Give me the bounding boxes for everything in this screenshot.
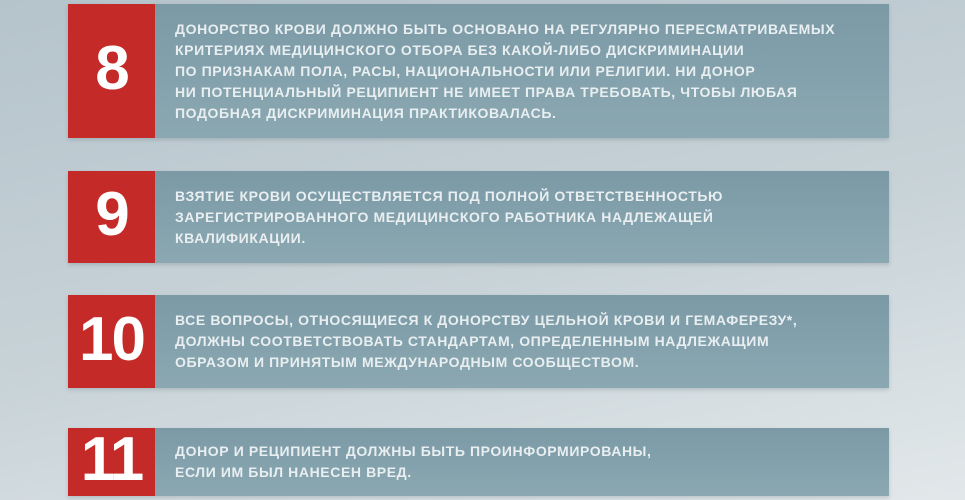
principle-number-badge: [68, 171, 155, 263]
principle-text-line: ВЗЯТИЕ КРОВИ ОСУЩЕСТВЛЯЕТСЯ ПОД ПОЛНОЙ ОТВЕТСТВЕННОСТЬЮ: [175, 187, 724, 204]
principle-number-badge: [68, 425, 155, 496]
principle-text-line: НИ ПОТЕНЦИАЛЬНЫЙ РЕЦИПИЕНТ НЕ ИМЕЕТ ПРАВА ТРЕБОВАТЬ, ЧТОБЫ ЛЮБАЯ: [175, 83, 798, 100]
principle-text-panel: [155, 295, 889, 388]
principle-text-line: ДОНОРСТВО КРОВИ ДОЛЖНО БЫТЬ ОСНОВАНО НА РЕГУЛЯРНО ПЕРЕСМАТРИВАЕМЫХ: [175, 20, 836, 37]
principle-text: [175, 441, 651, 483]
principle-text-line: ВСЕ ВОПРОСЫ, ОТНОСЯЩИЕСЯ К ДОНОРСТВУ ЦЕЛЬНОЙ КРОВИ И ГЕМАФЕРЕЗУ*,: [175, 312, 798, 328]
principle-text: [175, 310, 797, 373]
principle-block-8: [68, 4, 889, 138]
principle-text-panel: [155, 428, 889, 496]
principle-block-9: [68, 171, 889, 263]
principle-number: 11: [80, 425, 143, 494]
principle-block-10: [68, 295, 889, 388]
principle-number-badge: [68, 4, 155, 138]
principle-text-line: ПОДОБНАЯ ДИСКРИМИНАЦИЯ ПРАКТИКОВАЛАСЬ.: [175, 104, 557, 121]
principle-number: 8: [95, 34, 128, 103]
principle-text-line: ДОНОР И РЕЦИПИЕНТ ДОЛЖНЫ БЫТЬ ПРОИНФОРМИРОВАНЫ,: [175, 443, 652, 459]
principle-number-badge: [68, 295, 155, 388]
principle-number: 10: [79, 304, 144, 374]
principle-text-line: ЗАРЕГИСТРИРОВАННОГО МЕДИЦИНСКОГО РАБОТНИКА НАДЛЕЖАЩЕЙ: [175, 208, 714, 225]
principle-text-line: ОБРАЗОМ И ПРИНЯТЫМ МЕЖДУНАРОДНЫМ СООБЩЕСТВОМ.: [175, 354, 640, 370]
principle-text: [175, 19, 835, 124]
principle-text-line: ПО ПРИЗНАКАМ ПОЛА, РАСЫ, НАЦИОНАЛЬНОСТИ ИЛИ РЕЛИГИИ. НИ ДОНОР: [175, 62, 756, 79]
principle-text: [175, 186, 723, 249]
principle-text-panel: [155, 4, 889, 138]
principle-text-line: ДОЛЖНЫ СООТВЕТСТВОВАТЬ СТАНДАРТАМ, ОПРЕДЕЛЕННЫМ НАДЛЕЖАЩИМ: [175, 333, 770, 349]
principle-text-panel: [155, 171, 889, 263]
principle-number: 9: [95, 180, 128, 249]
principle-text-line: ЕСЛИ ИМ БЫЛ НАНЕСЕН ВРЕД.: [175, 464, 412, 480]
principle-text-line: КВАЛИФИКАЦИИ.: [175, 229, 306, 246]
principle-block-11: [68, 425, 889, 496]
principle-text-line: КРИТЕРИЯХ МЕДИЦИНСКОГО ОТБОРА БЕЗ КАКОЙ-ЛИБО ДИСКРИМИНАЦИИ: [175, 41, 745, 58]
